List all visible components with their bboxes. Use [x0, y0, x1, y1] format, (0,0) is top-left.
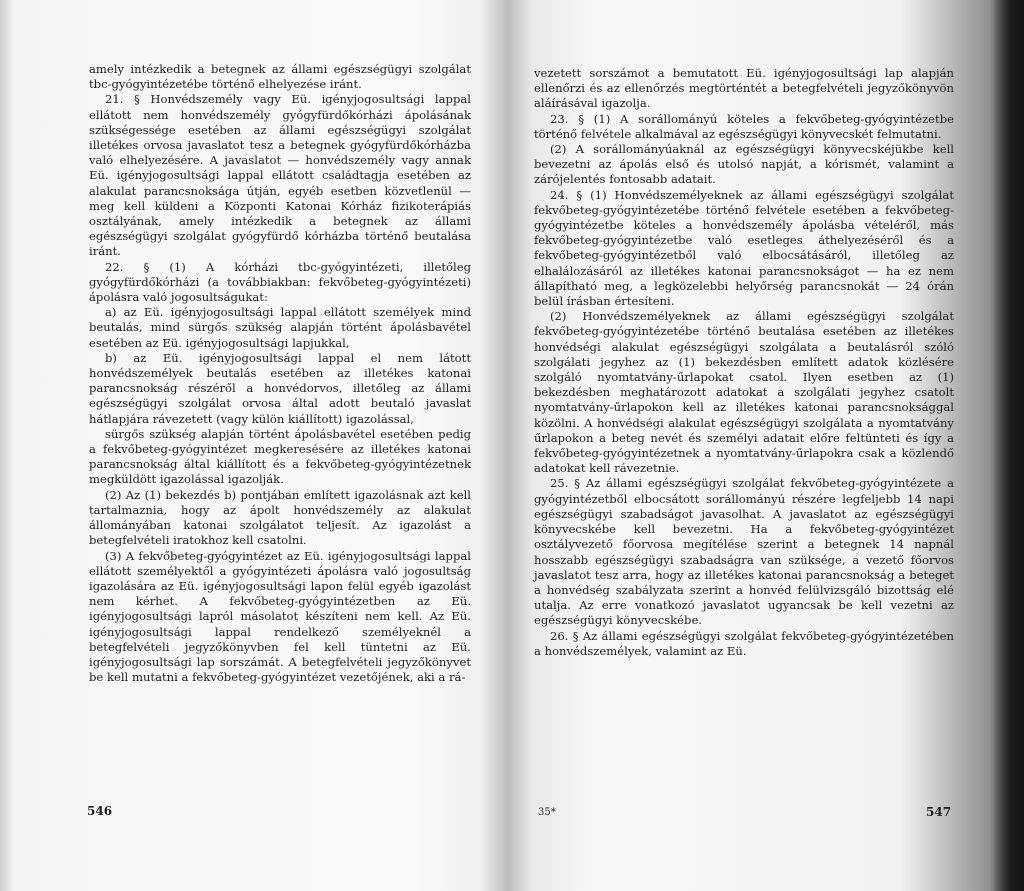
page-number-right: 547 — [926, 805, 952, 819]
paragraph: 24. § (1) Honvédszemélyeknek az állami egészségügyi szolgálat fekvőbeteg-gyógyintézetébe történő felvétele esetében a fekvőbeteg-gyógyintézetbe köteles a honvédszemély ápolásba vételéről, más fekvőbeteg-gyógyintézetbe való esetleges áthelyezéséről és a fekvőbeteg-gyógyintézetből való elbocsátásáról, illetőleg az elhalálozásáról az illetékes katonai parancsnokságot — ha ez nem állapítható meg, a legközelebbi helyőrség parancsnokát — 24 órán belül írásban értesíteni. — [534, 187, 954, 309]
right-page — [534, 66, 954, 659]
paragraph: (2) Honvédszemélyeknek az állami egészségügyi szolgálat fekvőbeteg-gyógyintézetébe történő beutalása esetében az illetékes honvédségi alakulat egészségügyi szolgálata a beutalásról szóló szolgálati jegyhez az (1) bekezdésben említett adatok közlésére szolgáló nyomtatvány-űrlapokat csatol. Ilyen esetben az (1) bekezdésben meghatározott adatokat a szolgálati jegyhez csatolt nyomtatvány-űrlapokon kell az illetékes katonai parancsnoksággal közölni. A honvédségi alakulat egészségügyi szolgálata a nyomtatvány űrlapokon a beteg nevét és személyi adatait előre feltünteti és így a fekvőbeteg-gyógyintézetnek a nyomtatvány-űrlapokra csak a közlendő adatokat kell rávezetnie. — [534, 309, 954, 476]
paragraph: (2) Az (1) bekezdés b) pontjában említett igazolásnak azt kell tartalmaznia, hogy az ápolt honvédszemély az alakulat állományában katonai szolgálatot teljesít. Az igazolást a betegfelvételi iratokhoz kell csatolni. — [89, 487, 471, 548]
paragraph: b) az Eü. igényjogosultsági lappal el nem látott honvédszemélyek beutalás esetében az illetékes katonai parancsnokság részéről a honvédorvos, illetőleg az állami egészségügyi szolgálat orvosa által adott beutaló javaslat hátlapjára rávezetett (vagy külön kiállított) igazolással, — [89, 350, 471, 426]
paragraph: 22. § (1) A kórházi tbc-gyógyintézeti, illetőleg gyógyfürdőkórházi (a továbbiakban: fekvőbeteg-gyógyintézeti) ápolásra való jogosultságukat: — [89, 259, 471, 305]
paragraph: sürgős szükség alapján történt ápolásbavétel esetében pedig a fekvőbeteg-gyógyintézet megkeresésére az illetékes katonai parancsnokság által kiállított és a fekvőbeteg-gyógyintézetnek megküldött igazolással igazolják. — [89, 426, 471, 487]
page-edge — [0, 0, 14, 891]
paragraph: (2) A sorállományúaknál az egészségügyi könyvecskéjükbe kell bevezetni az ápolás első és utolsó napját, a kórismét, valamint a zárójelentés fontosabb adatait. — [534, 142, 954, 187]
left-page — [89, 62, 471, 685]
scanner-shadow — [990, 0, 1024, 891]
paragraph: 25. § Az állami egészségügyi szolgálat fekvőbeteg-gyógyintézete a gyógyintézetből elbocsátott sorállományú részére legfeljebb 14 napi egészségügyi szabadságot javasolhat. A javaslatot az egészségügyi könyvecskébe kell bevezetni. Ha a fekvőbeteg-gyógyintézet osztályvezető főorvosa megítélése szerint a betegnek 14 napnál hosszabb egészségügyi szabadságra van szüksége, a vezető főorvos javaslatot tesz arra, hogy az illetékes katonai parancsnokság a beteget a honvédség szabályzata szerint a honvéd felülvizsgáló bizottság elé utalja. Az erre vonatkozó javaslatot ugyancsak be kell vezetni az egészségügyi könyvecskébe. — [534, 476, 954, 628]
paragraph: vezetett sorszámot a bemutatott Eü. igényjogosultsági lap alapján ellenőrzi és az ellenőrzés megtörténtét a betegfelvételi jegyzőkönyvön aláírásával igazolja. — [534, 66, 954, 111]
paragraph: (3) A fekvőbeteg-gyógyintézet az Eü. igényjogosultsági lappal ellátott személyektől a gyógyintézeti ápolásra való jogosultság igazolására az Eü. igényjogosultsági lapon felül egyéb igazolást nem kérhet. A fekvőbeteg-gyógyintézetben az Eü. igényjogosultsági lapról másolatot készíteni nem kell. Az Eü. igényjogosultsági lappal rendelkező személyeknél a betegfelvételi jegyzőkönyvben fel kell tüntetni az Eü. igényjogosultsági lap sorszámát. A betegfelvételi jegyzőkönyvet be kell mutatni a fekvőbeteg-gyógyintézet vezetőjének, aki a rá- — [89, 548, 471, 685]
paragraph: a) az Eü. igényjogosultsági lappal ellátott személyek mind beutalás, mind sürgős szükség alapján történt ápolásbavétel esetében az Eü. igényjogosultsági lapjukkal, — [89, 305, 471, 350]
paragraph: 23. § (1) A sorállományú köteles a fekvőbeteg-gyógyintézetbe történő felvétele alkalmával az egészségügyi könyvecskét felmutatni. — [534, 111, 954, 141]
paragraph: amely intézkedik a betegnek az állami egészségügyi szolgálat tbc-gyógyintézetébe történő elhelyezése iránt. — [89, 62, 471, 92]
page-number-left: 546 — [87, 804, 113, 818]
paragraph: 26. § Az állami egészségügyi szolgálat fekvőbeteg-gyógyintézetében a honvédszemélyek, valamint az Eü. — [534, 628, 954, 658]
printer-signature-mark: 35* — [538, 807, 556, 818]
paragraph: 21. § Honvédszemély vagy Eü. igényjogosultsági lappal ellátott nem honvédszemély gyógyfürdőkórházi ápolásának szükségessége esetében az állami egészségügyi szolgálat illetékes orvosa javaslatot tesz a betegnek gyógyfürdőkórházba való elhelyezésére. A javaslatot — honvédszemély vagy annak Eü. igényjogosultsági lappal ellátott családtagja esetében az alakulat parancsnoksága útján, egyéb esetben közvetlenül — meg kell küldeni a Központi Katonai Kórház fizikoterápiás osztályának, amely intézkedik a betegnek az állami egészségügyi szolgálat gyógyfürdő kórházba történő beutalása iránt. — [89, 92, 471, 259]
